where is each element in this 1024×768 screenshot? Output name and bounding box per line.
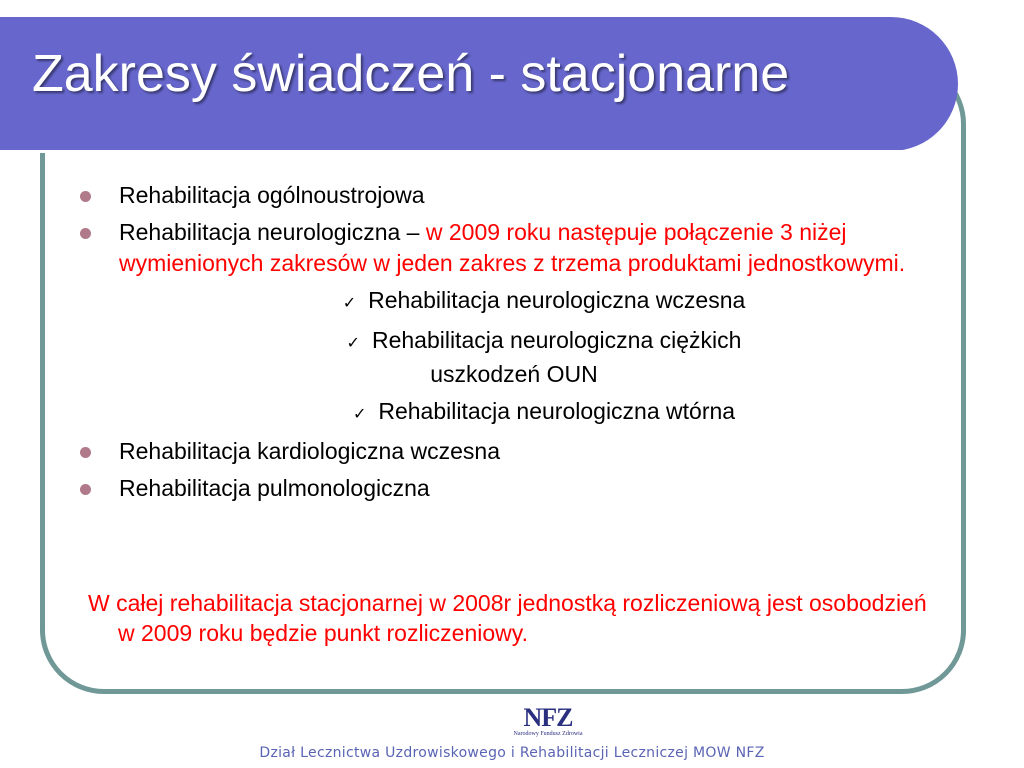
subitem xyxy=(78,396,950,430)
footer-text: Dział Lecznictwa Uzdrowiskowego i Rehabilitacji Leczniczej MOW NFZ xyxy=(259,745,765,761)
bullet-text: Rehabilitacja ogólnoustrojowa xyxy=(119,182,425,208)
bullet-item xyxy=(78,436,950,467)
bullet-icon xyxy=(80,484,91,495)
logo-subtitle: Narodowy Fundusz Zdrowia xyxy=(513,731,583,737)
bullet-highlight-text: w 2009 roku następuje połączenie 3 niżej wymienionych zakresów w jeden zakres z trzema produktami jednostkowymi. xyxy=(119,219,906,276)
bullet-text: Rehabilitacja kardiologiczna wczesna xyxy=(119,438,500,464)
subitem-text: Rehabilitacja neurologiczna wczesna xyxy=(368,287,746,313)
bullet-item xyxy=(78,473,950,504)
bullet-icon xyxy=(80,191,91,202)
bullet-item xyxy=(78,217,950,279)
checkmark-icon: ✓ xyxy=(342,295,357,312)
subitem xyxy=(78,325,950,359)
subitem xyxy=(78,285,950,319)
bullet-item xyxy=(78,180,950,211)
bullet-text: Rehabilitacja pulmonologiczna xyxy=(119,475,430,501)
subitem-continuation xyxy=(78,359,950,390)
subitem-text: uszkodzeń OUN xyxy=(430,361,598,387)
slide-title: Zakresy świadczeń - stacjonarne xyxy=(32,45,790,103)
bullet-icon xyxy=(80,447,91,458)
closing-note: W całej rehabilitacja stacjonarnej w 2008r jednostką rozliczeniową jest osobodzień w 2009 roku będzie punkt rozliczeniowy. xyxy=(88,590,927,646)
bullet-text: Rehabilitacja neurologiczna – xyxy=(119,219,426,245)
checkmark-icon: ✓ xyxy=(346,335,360,352)
subitem-text: Rehabilitacja neurologiczna wtórna xyxy=(378,398,736,424)
title-underline xyxy=(0,150,905,153)
subitem-text: Rehabilitacja neurologiczna ciężkich xyxy=(371,327,742,353)
logo-mark: NFZ xyxy=(523,703,573,732)
checkmark-icon: ✓ xyxy=(352,406,367,423)
bullet-icon xyxy=(80,228,91,239)
nfz-logo xyxy=(508,703,588,737)
slide-content xyxy=(78,180,950,510)
